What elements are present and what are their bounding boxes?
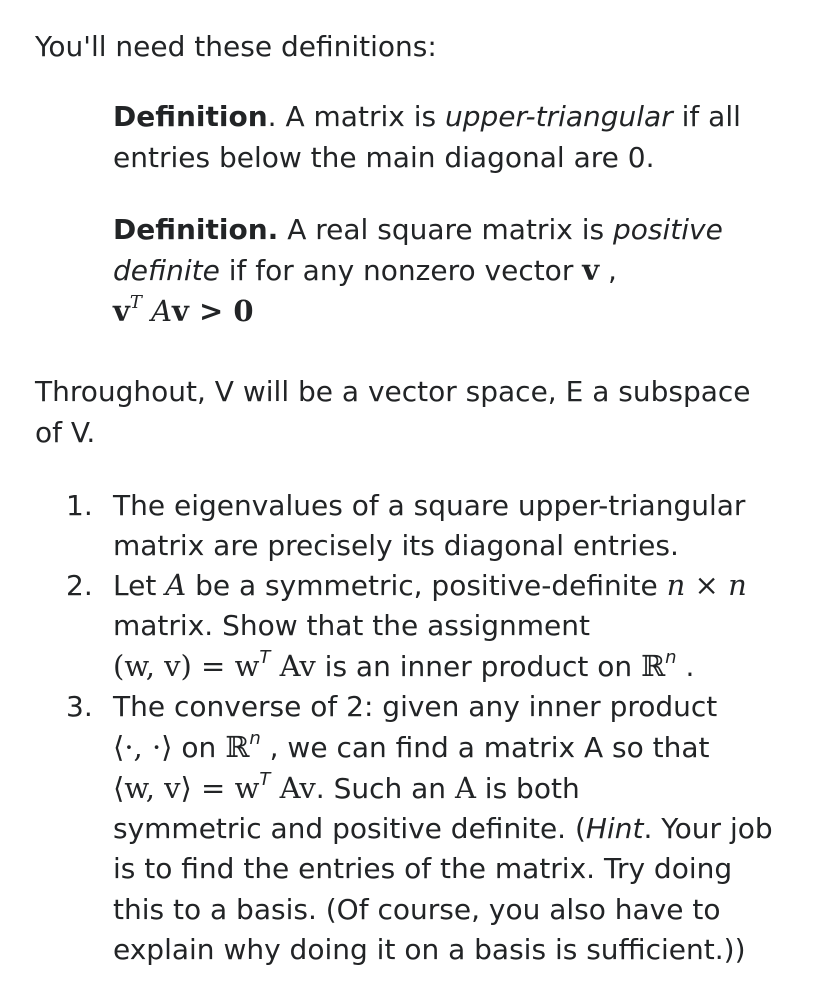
list-item-3-line6: this to a basis. (Of course, you also have to <box>113 893 721 926</box>
definition-text: A real square matrix is <box>278 213 613 246</box>
list-item-3-line5: is to find the entries of the matrix. Try doing <box>113 852 733 885</box>
definition-text: if all <box>672 100 741 133</box>
list-text: . Such an <box>315 772 455 805</box>
list-item-1-line1: The eigenvalues of a square upper-triangular <box>113 489 746 522</box>
list-number: 3. <box>66 690 93 723</box>
math-reals: ℝ <box>641 649 666 683</box>
math-variable: n <box>666 568 686 602</box>
list-text: . Your job <box>643 812 773 845</box>
list-text: on <box>172 731 226 764</box>
list-text: is both <box>475 772 580 805</box>
math-formula: (w, v) = w <box>113 649 260 683</box>
list-text: be a symmetric, positive-definite <box>186 569 667 602</box>
list-text: . <box>676 650 695 683</box>
math-variable: n <box>728 568 747 602</box>
list-text: symmetric and positive definite. ( <box>113 812 586 845</box>
definition-upper-triangular-line2: entries below the main diagonal are 0. <box>113 141 655 174</box>
throughout-line1: Throughout, V will be a vector space, E a subspace <box>35 375 751 408</box>
definition-upper-triangular-line1 <box>113 96 741 137</box>
list-number: 1. <box>66 489 93 522</box>
math-matrix: A <box>165 568 187 602</box>
math-vector: v <box>113 294 130 328</box>
definition-formula <box>113 291 254 332</box>
list-text: , we can find a matrix A so that <box>260 731 710 764</box>
definition-label: Definition <box>113 100 268 133</box>
math-transpose: T <box>129 292 142 313</box>
math-formula: Av <box>270 771 316 805</box>
definition-positive-definite-line1 <box>113 209 723 250</box>
list-item-2-line2: matrix. Show that the assignment <box>113 609 590 642</box>
math-inner-product: ⟨·, ·⟩ <box>113 730 173 764</box>
definition-text: if for any nonzero vector <box>219 254 583 287</box>
math-matrix: A <box>151 294 173 328</box>
list-item-3-line7: explain why doing it on a basis is sufficient.)) <box>113 933 746 966</box>
list-item-3-line1: The converse of 2: given any inner product <box>113 690 718 723</box>
list-item-2-line1 <box>113 565 747 606</box>
math-reals: ℝ <box>225 730 250 764</box>
definition-label: Definition. <box>113 213 279 246</box>
math-formula: Av <box>270 649 316 683</box>
list-text: is an inner product on <box>315 650 642 683</box>
hint-label: Hint <box>585 812 644 845</box>
list-number: 2. <box>66 569 93 602</box>
definition-text: , <box>599 254 617 287</box>
definition-positive-definite-line2 <box>113 250 617 291</box>
math-times: × <box>685 568 729 602</box>
definition-term: positive <box>612 213 723 246</box>
math-transpose: T <box>259 769 271 790</box>
math-transpose: T <box>259 647 271 668</box>
definition-term: upper-triangular <box>444 100 673 133</box>
definition-term: definite <box>113 254 220 287</box>
math-formula: ⟨w, v⟩ = w <box>113 771 260 805</box>
list-item-3-line3 <box>113 768 580 809</box>
list-text: Let <box>113 569 166 602</box>
list-item-3-line4 <box>113 808 773 849</box>
throughout-line2: of V. <box>35 416 96 449</box>
list-item-1-line2: matrix are precisely its diagonal entries. <box>113 529 679 562</box>
math-inequality: v > 0 <box>172 294 254 328</box>
math-exponent: n <box>665 647 677 668</box>
list-item-3-line2 <box>113 727 710 768</box>
intro-text: You'll need these definitions: <box>35 30 437 63</box>
math-exponent: n <box>249 728 261 749</box>
list-item-2-line3 <box>113 646 694 687</box>
math-matrix: A <box>454 771 476 805</box>
math-vector: v <box>582 253 600 287</box>
definition-text: . A matrix is <box>267 100 445 133</box>
